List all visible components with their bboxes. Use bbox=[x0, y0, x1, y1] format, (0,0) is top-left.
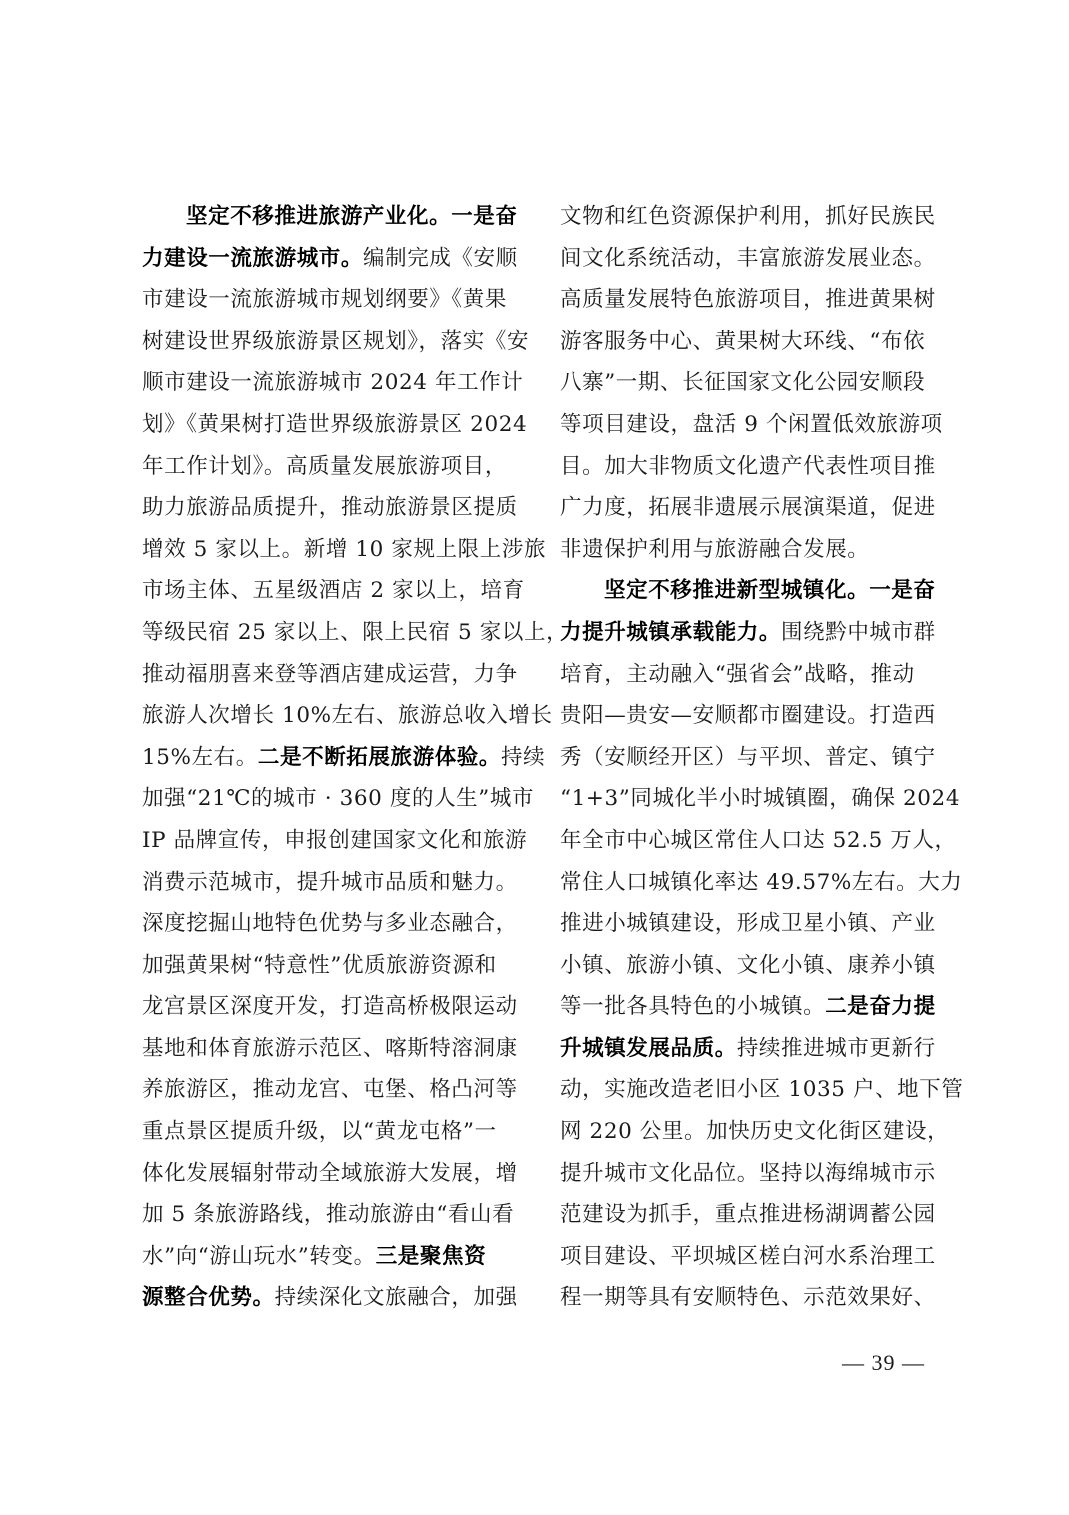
text-line bbox=[560, 1028, 942, 1070]
body-text: 加强黄果树“特意性”优质旅游资源和 bbox=[142, 952, 497, 978]
text-line bbox=[560, 1236, 942, 1278]
bold-heading-text: 源整合优势。 bbox=[142, 1285, 275, 1311]
bold-heading-text: 坚定不移推进旅游产业化。一是奋 bbox=[186, 204, 518, 229]
text-line bbox=[560, 446, 942, 488]
text-line bbox=[142, 1069, 524, 1111]
text-line bbox=[560, 695, 942, 737]
body-text: 增效 5 家以上。新增 10 家规上限上涉旅 bbox=[142, 536, 547, 562]
body-text: 非遗保护利用与旅游融合发展。 bbox=[560, 536, 870, 562]
text-line bbox=[142, 279, 524, 321]
body-text: 基地和体育旅游示范区、喀斯特溶洞康 bbox=[142, 1035, 518, 1061]
text-line bbox=[560, 654, 942, 696]
body-text: 文物和红色资源保护利用，抓好民族民 bbox=[560, 204, 936, 229]
bold-heading-text: 力提升城镇承载能力。 bbox=[560, 619, 782, 645]
text-line bbox=[142, 695, 553, 737]
text-line bbox=[142, 612, 569, 654]
text-line bbox=[142, 820, 528, 862]
text-line bbox=[142, 737, 546, 779]
body-text: 程一期等具有安顺特色、示范效果好、 bbox=[560, 1285, 936, 1311]
text-line bbox=[560, 778, 961, 820]
text-line bbox=[560, 1069, 964, 1111]
bold-heading-text: 三是聚焦资 bbox=[375, 1243, 487, 1269]
left-text-column bbox=[142, 196, 569, 1319]
body-text: 持续 bbox=[501, 744, 546, 770]
bold-heading-text: 力建设一流旅游城市。 bbox=[142, 245, 364, 271]
text-line bbox=[142, 1236, 524, 1278]
body-text: 常住人口城镇化率达 49.57%左右。大力 bbox=[560, 869, 963, 895]
text-line bbox=[142, 654, 524, 696]
text-line bbox=[142, 1153, 524, 1195]
body-text: 养旅游区，推动龙宫、屯堡、格凸河等 bbox=[142, 1077, 518, 1103]
body-text: 游客服务中心、黄果树大环线、“布依 bbox=[560, 328, 926, 354]
text-line bbox=[142, 570, 524, 612]
body-text: 深度挖掘山地特色优势与多业态融合， bbox=[142, 911, 518, 937]
text-line bbox=[560, 238, 942, 280]
text-line bbox=[560, 529, 942, 571]
body-text: 推动福朋喜来登等酒店建成运营，力争 bbox=[142, 661, 518, 687]
body-text: 龙宫景区深度开发，打造高桥极限运动 bbox=[142, 994, 518, 1020]
bold-heading-text: 坚定不移推进新型城镇化。一是奋 bbox=[604, 578, 936, 604]
body-text: 持续推进城市更新行 bbox=[736, 1035, 936, 1061]
body-text: 体化发展辐射带动全域旅游大发展，增 bbox=[142, 1160, 518, 1186]
text-line bbox=[560, 196, 942, 238]
body-text: 编制完成《安顺 bbox=[363, 245, 518, 271]
text-line bbox=[142, 1277, 524, 1319]
body-text: IP 品牌宣传，申报创建国家文化和旅游 bbox=[142, 827, 528, 853]
body-text: 项目建设、平坝城区槎白河水系治理工 bbox=[560, 1243, 936, 1269]
body-text: 助力旅游品质提升，推动旅游景区提质 bbox=[142, 495, 518, 521]
body-text: 广力度，拓展非遗展示展演渠道，促进 bbox=[560, 495, 936, 521]
body-text: 年全市中心城区常住人口达 52.5 万人， bbox=[560, 827, 957, 853]
text-line bbox=[142, 404, 528, 446]
text-line bbox=[560, 737, 942, 779]
text-line bbox=[560, 1153, 942, 1195]
text-line bbox=[142, 487, 524, 529]
text-line bbox=[560, 612, 942, 654]
text-line bbox=[560, 279, 942, 321]
body-text: 范建设为抓手，重点推进杨湖调蓄公园 bbox=[560, 1202, 936, 1228]
body-text: 重点景区提质升级，以“黄龙屯格”一 bbox=[142, 1119, 497, 1145]
body-text: 旅游人次增长 10%左右、旅游总收入增长 bbox=[142, 703, 553, 729]
body-text: “1+3”同城化半小时城镇圈，确保 2024 bbox=[560, 786, 961, 812]
body-text: 提升城市文化品位。坚持以海绵城市示 bbox=[560, 1160, 936, 1186]
right-text-column bbox=[560, 196, 964, 1319]
body-text: 培育，主动融入“强省会”战略，推动 bbox=[560, 661, 915, 687]
text-line bbox=[142, 1194, 524, 1236]
text-line bbox=[560, 1277, 942, 1319]
text-line bbox=[560, 986, 942, 1028]
body-text: 持续深化文旅融合，加强 bbox=[274, 1285, 518, 1311]
body-text: 加 5 条旅游路线，推动旅游由“看山看 bbox=[142, 1202, 515, 1228]
text-line bbox=[142, 778, 535, 820]
text-line bbox=[142, 1111, 524, 1153]
text-line bbox=[560, 862, 963, 904]
text-line bbox=[142, 362, 524, 404]
body-text: 间文化系统活动，丰富旅游发展业态。 bbox=[560, 245, 936, 271]
body-text: 消费示范城市，提升城市品质和魅力。 bbox=[142, 869, 518, 895]
text-line bbox=[560, 1194, 942, 1236]
body-text: 推进小城镇建设，形成卫星小镇、产业 bbox=[560, 911, 936, 937]
text-line bbox=[560, 1111, 950, 1153]
body-text: 围绕黔中城市群 bbox=[781, 619, 936, 645]
bold-heading-text: 二是不断拓展旅游体验。 bbox=[257, 744, 501, 770]
body-text: 市建设一流旅游城市规划纲要》《黄果 bbox=[142, 287, 507, 313]
body-text: 划》《黄果树打造世界级旅游景区 2024 bbox=[142, 411, 528, 437]
text-line bbox=[560, 945, 942, 987]
text-line bbox=[560, 362, 942, 404]
text-line bbox=[560, 404, 942, 446]
text-line bbox=[560, 487, 942, 529]
text-line bbox=[142, 321, 530, 363]
body-text: 等项目建设，盘活 9 个闲置低效旅游项 bbox=[560, 411, 943, 437]
body-text: 树建设世界级旅游景区规划》，落实《安 bbox=[142, 328, 530, 354]
text-line bbox=[560, 820, 957, 862]
page-number: — 39 — bbox=[842, 1350, 925, 1375]
body-text: 市场主体、五星级酒店 2 家以上，培育 bbox=[142, 578, 525, 604]
text-line bbox=[142, 945, 524, 987]
text-line bbox=[142, 529, 547, 571]
text-line bbox=[142, 1028, 524, 1070]
bold-heading-text: 升城镇发展品质。 bbox=[560, 1035, 737, 1061]
body-text: 目。加大非物质文化遗产代表性项目推 bbox=[560, 453, 936, 479]
bold-heading-text: 二是奋力提 bbox=[825, 994, 936, 1020]
body-text: 网 220 公里。加快历史文化街区建设， bbox=[560, 1119, 950, 1145]
body-text: 高质量发展特色旅游项目，推进黄果树 bbox=[560, 287, 936, 313]
text-line bbox=[142, 903, 524, 945]
body-text: 等一批各具特色的小城镇。 bbox=[560, 994, 826, 1020]
body-text: 水”向“游山玩水”转变。 bbox=[142, 1243, 376, 1269]
body-text: 八寨”一期、长征国家文化公园安顺段 bbox=[560, 370, 926, 396]
text-line bbox=[560, 570, 942, 612]
body-text: 贵阳—贵安—安顺都市圈建设。打造西 bbox=[560, 703, 936, 729]
body-text: 年工作计划》。高质量发展旅游项目， bbox=[142, 453, 507, 479]
body-text: 动，实施改造老旧小区 1035 户、地下管 bbox=[560, 1077, 964, 1103]
body-text: 小镇、旅游小镇、文化小镇、康养小镇 bbox=[560, 952, 936, 978]
text-line bbox=[560, 321, 942, 363]
body-text: 15%左右。 bbox=[142, 744, 258, 770]
body-text: 顺市建设一流旅游城市 2024 年工作计 bbox=[142, 370, 524, 396]
text-line bbox=[142, 862, 524, 904]
text-line bbox=[560, 903, 942, 945]
text-line bbox=[142, 238, 524, 280]
body-text: 秀（安顺经开区）与平坝、普定、镇宁 bbox=[560, 744, 936, 770]
text-line bbox=[142, 446, 524, 488]
text-line bbox=[142, 986, 524, 1028]
text-line bbox=[142, 196, 524, 238]
body-text: 加强“21℃的城市 · 360 度的人生”城市 bbox=[142, 786, 535, 812]
body-text: 等级民宿 25 家以上、限上民宿 5 家以上， bbox=[142, 619, 569, 645]
